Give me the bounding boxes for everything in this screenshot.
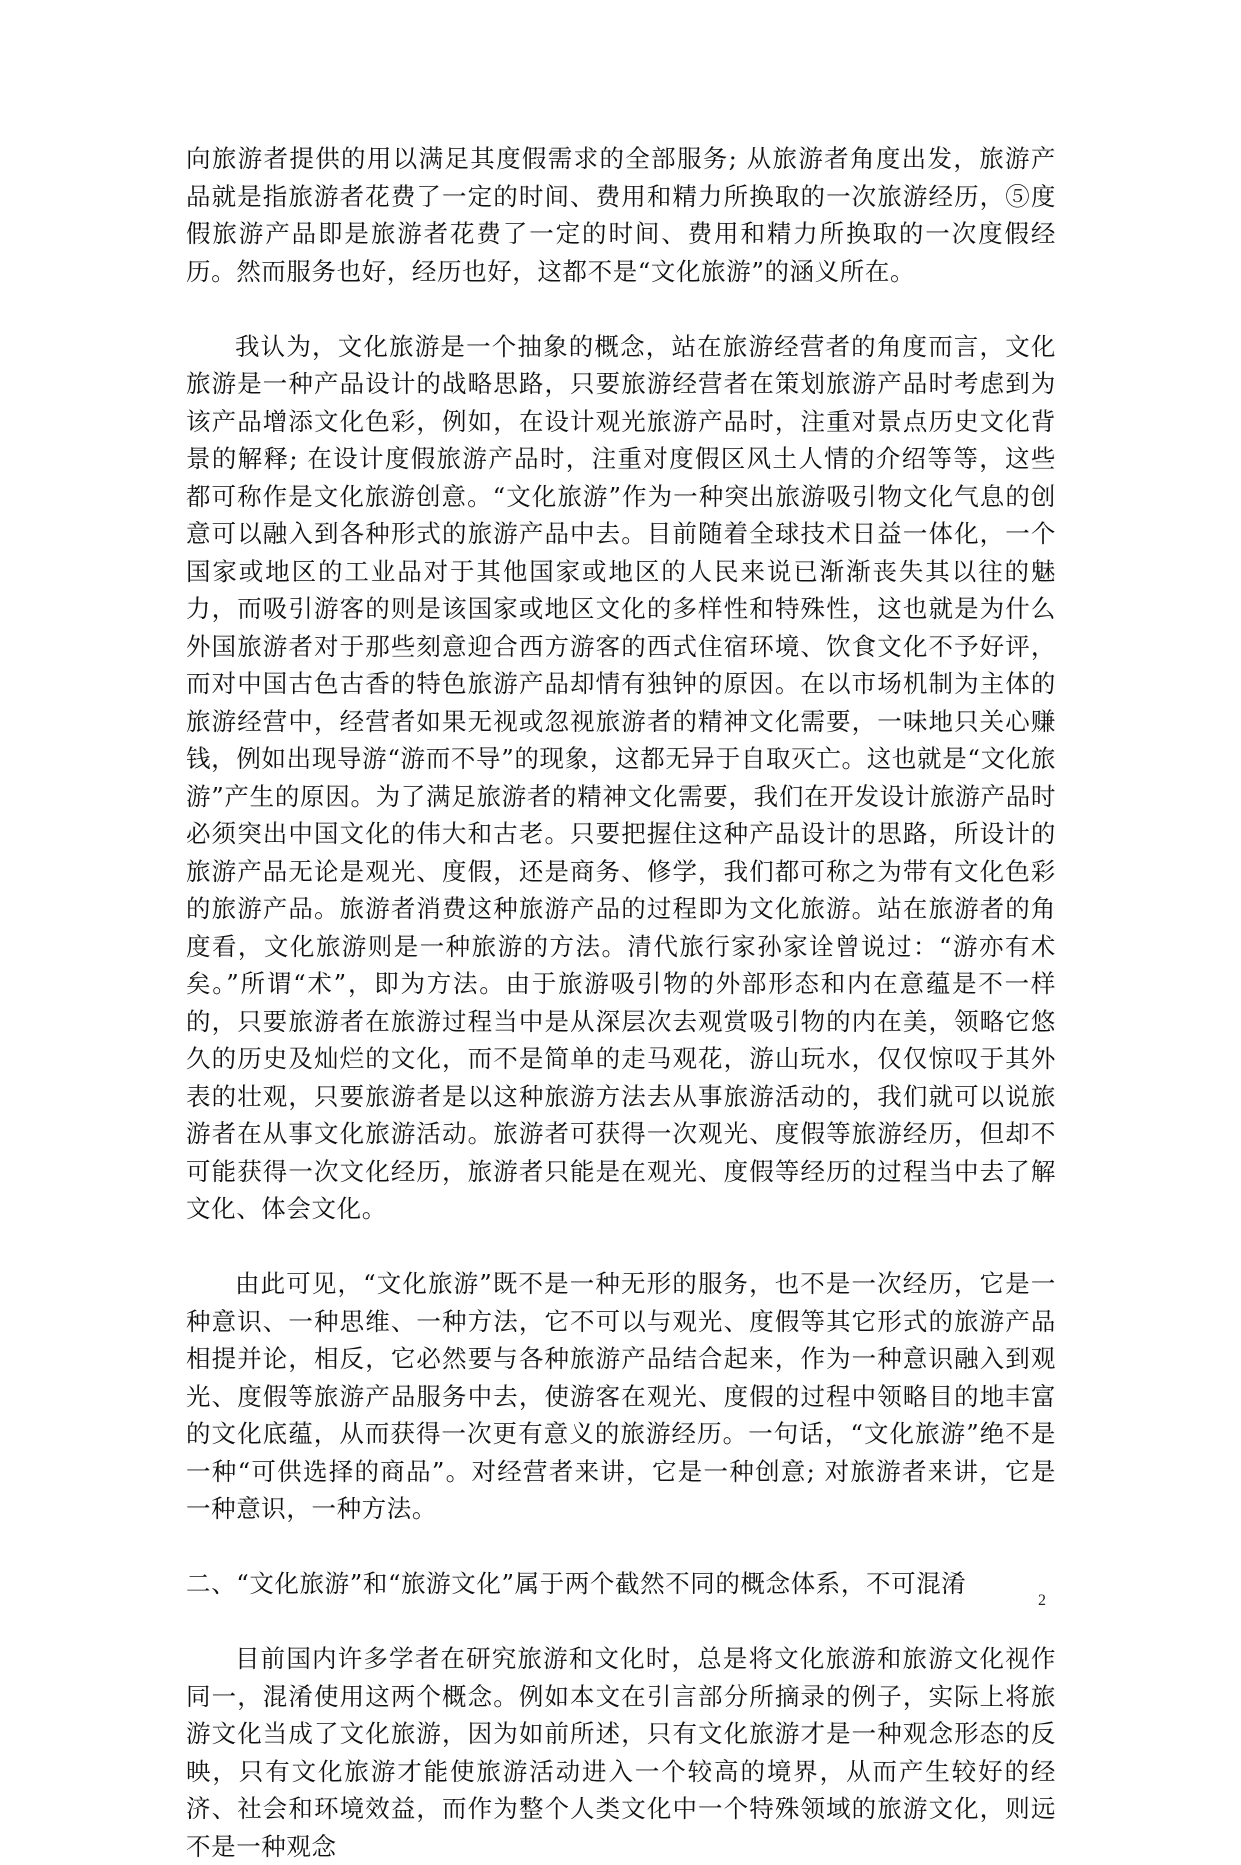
paragraph-conclusion: 由此可见，“文化旅游”既不是一种无形的服务，也不是一次经历，它是一种意识、一种思维、一种方法，它不可以与观光、度假等其它形式的旅游产品相提并论，相反，它必然要与各种旅游产品结合起来，作为一种意识融入到观光、度假等旅游产品服务中去，使游客在观光、度假的过程中领略目的地丰富的文化底蕴，从而获得一次更有意义的旅游经历。一句话，“文化旅游”绝不是一种“可供选择的商品”。对经营者来讲，它是一种创意; 对旅游者来讲，它是一种意识，一种方法。 [186, 1269, 1056, 1523]
paragraph-continued: 向旅游者提供的用以满足其度假需求的全部服务; 从旅游者角度出发，旅游产品就是指旅游者花费了一定的时间、费用和精力所换取的一次旅游经历，⑤度假旅游产品即是旅游者花费了一定的时间、费用和精力所换取的一次度假经历。然而服务也好，经历也好，这都不是“文化旅游”的涵义所在。 [186, 144, 1056, 286]
paragraph-section-two: 目前国内许多学者在研究旅游和文化时，总是将文化旅游和旅游文化视作同一，混淆使用这两个概念。例如本文在引言部分所摘录的例子，实际上将旅游文化当成了文化旅游，因为如前所述，只有文化旅游才是一种观念形态的反映，只有文化旅游才能使旅游活动进入一个较高的境界，从而产生较好的经济、社会和环境效益，而作为整个人类文化中一个特殊领域的旅游文化，则远不是一种观念 [186, 1644, 1056, 1861]
paragraph-spacer [186, 290, 1056, 328]
paragraph-spacer [186, 1228, 1056, 1266]
paragraph-cultural-tourism-concept: 我认为，文化旅游是一个抽象的概念，站在旅游经营者的角度而言，文化旅游是一种产品设计的战略思路，只要旅游经营者在策划旅游产品时考虑到为该产品增添文化色彩，例如，在设计观光旅游产品时，注重对景点历史文化背景的解释; 在设计度假旅游产品时，注重对度假区风土人情的介绍等等，这些都可称作是文化旅游创意。“文化旅游”作为一种突出旅游吸引物文化气息的创意可以融入到各种形式的旅游产品中去。目前随着全球技术日益一体化，一个国家或地区的工业品对于其他国家或地区的人民来说已渐渐丧失其以往的魅力，而吸引游客的则是该国家或地区文化的多样性和特殊性，这也就是为什么外国旅游者对于那些刻意迎合西方游客的西式住宿环境、饮食文化不予好评，而对中国古色古香的特色旅游产品却情有独钟的原因。在以市场机制为主体的旅游经营中，经营者如果无视或忽视旅游者的精神文化需要，一味地只关心赚钱，例如出现导游“游而不导”的现象，这都无异于自取灭亡。这也就是“文化旅游”产生的原因。为了满足旅游者的精神文化需要，我们在开发设计旅游产品时必须突出中国文化的伟大和古老。只要把握住这种产品设计的思路，所设计的旅游产品无论是观光、度假，还是商务、修学，我们都可称之为带有文化色彩的旅游产品。旅游者消费这种旅游产品的过程即为文化旅游。站在旅游者的角度看，文化旅游则是一种旅游的方法。清代旅行家孙家诠曾说过：“游亦有术矣。”所谓“术”，即为方法。由于旅游吸引物的外部形态和内在意蕴是不一样的，只要旅游者在旅游过程当中是从深层次去观赏吸引物的内在美，领略它悠久的历史及灿烂的文化，而不是简单的走马观花，游山玩水，仅仅惊叹于其外表的壮观，只要旅游者是以这种旅游方法去从事旅游活动的，我们就可以说旅游者在从事文化旅游活动。旅游者可获得一次观光、度假等旅游经历，但却不可能获得一次文化经历，旅游者只能是在观光、度假等经历的过程当中去了解文化、体会文化。 [186, 331, 1056, 1223]
page-number: 2 [1038, 1592, 1046, 1609]
paragraph-spacer [186, 1528, 1056, 1566]
page-body [186, 140, 1056, 1865]
paragraph-spacer [186, 1603, 1056, 1641]
section-heading: 二、“文化旅游”和“旅游文化”属于两个截然不同的概念体系，不可混淆 [186, 1569, 967, 1598]
